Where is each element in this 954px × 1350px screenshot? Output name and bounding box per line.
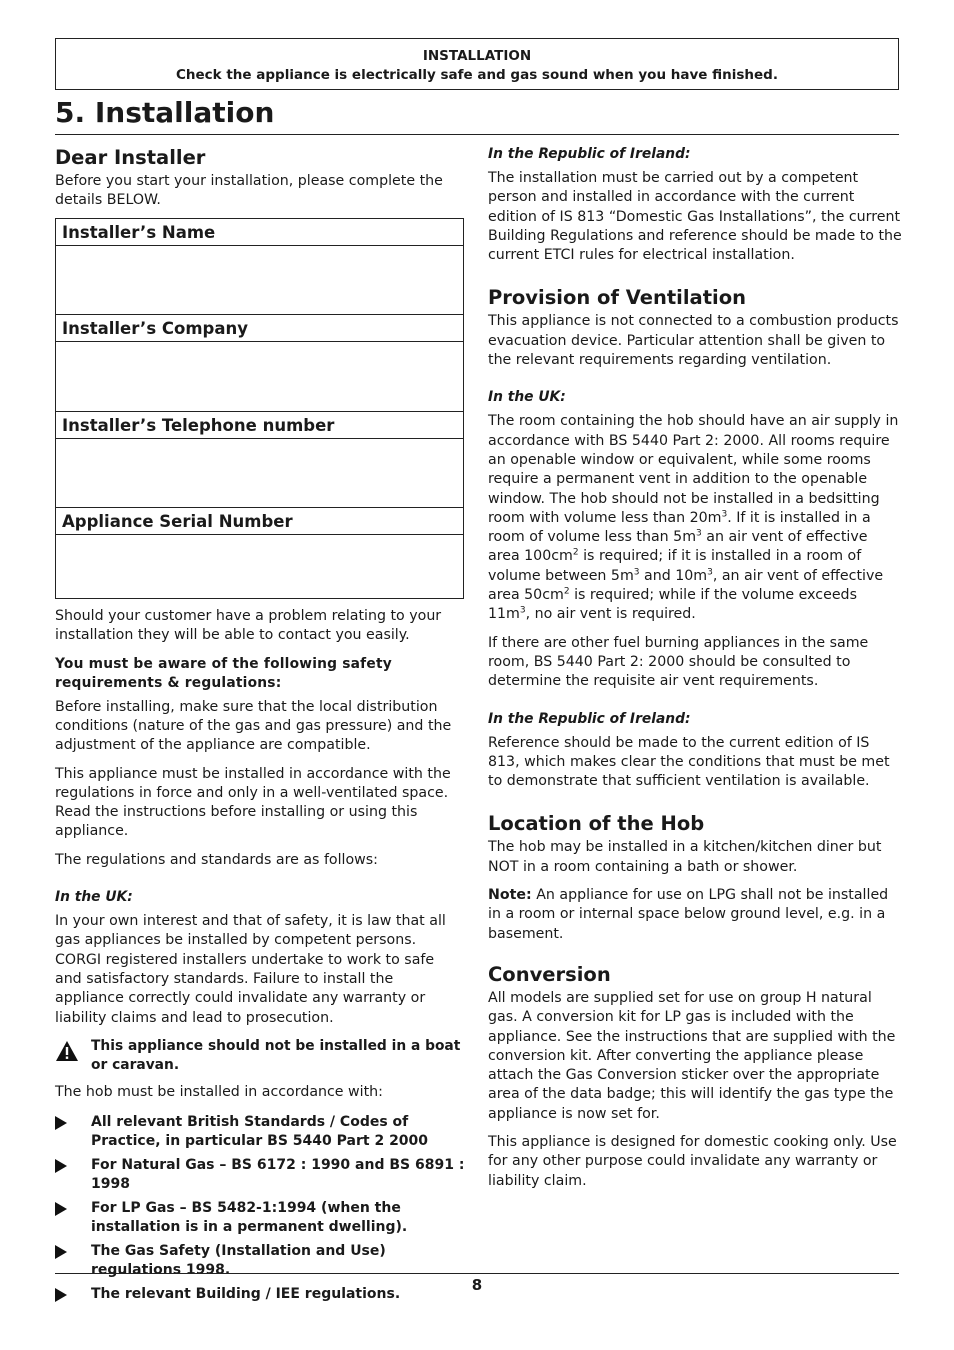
installer-name-label: Installer’s Name bbox=[56, 219, 463, 246]
page-title: 5. Installation bbox=[55, 96, 275, 129]
roi-label-2: In the Republic of Ireland: bbox=[488, 710, 691, 727]
left-column bbox=[55, 135, 465, 1308]
uk-label: In the UK: bbox=[55, 889, 133, 906]
warning-text: This appliance should not be installed in a boat or caravan. bbox=[91, 1037, 461, 1074]
page-number: 8 bbox=[471, 1276, 483, 1294]
list-item: The relevant Building / IEE regulations. bbox=[55, 1285, 465, 1305]
right-column bbox=[488, 135, 902, 1191]
regulations-text: The regulations and standards are as follows: bbox=[55, 851, 378, 868]
aware-text: You must be aware of the following safety requirements & regulations: bbox=[55, 655, 392, 691]
dear-installer-text: Before you start your installation, please complete the details BELOW. bbox=[55, 173, 443, 209]
serial-number-field[interactable] bbox=[56, 535, 463, 598]
before-installing-text: Before installing, make sure that the local distribution conditions (nature of the gas and gas pressure) and the adjustment of the appliance are compatible. bbox=[55, 698, 452, 754]
conversion-text: All models are supplied set for use on group H natural gas. A conversion kit for LP gas is included with the appliance. See the instructions that are supplied with the conversion kit. After converting the appliance please attach the Gas Conversion sticker over the appropriate area of the data badge; this will identify the gas type the appliance is now set for. bbox=[488, 989, 896, 1122]
domestic-use-text: This appliance is designed for domestic cooking only. Use for any other purpose could invalidate any warranty or liability claim. bbox=[488, 1133, 897, 1189]
location-heading: Location of the Hob bbox=[488, 812, 705, 836]
installer-name-field[interactable] bbox=[56, 246, 463, 316]
arrow-bullet-icon bbox=[55, 1159, 67, 1173]
hob-accordance-text: The hob must be installed in accordance with: bbox=[55, 1084, 383, 1101]
installation-banner bbox=[55, 38, 899, 90]
roi-ventilation-text: Reference should be made to the current edition of IS 813, which makes clear the conditions that must be met to demonstrate that sufficient ventilation is available. bbox=[488, 734, 890, 790]
uk-label-right: In the UK: bbox=[488, 389, 566, 406]
fuel-burning-text: If there are other fuel burning appliances in the same room, BS 5440 Part 2: 2000 should be consulted to determine the requisite air vent requirements. bbox=[488, 634, 869, 690]
list-item: All relevant British Standards / Codes of Practice, in particular BS 5440 Part 2 2000 bbox=[55, 1113, 465, 1152]
conversion-heading: Conversion bbox=[488, 962, 611, 986]
must-install-text: This appliance must be installed in accordance with the regulations in force and only in a well-ventilated space. Read the instructions before installing or using this appliance. bbox=[55, 765, 451, 840]
installer-telephone-label: Installer’s Telephone number bbox=[56, 412, 463, 439]
serial-number-label: Appliance Serial Number bbox=[56, 508, 463, 535]
ventilation-text: This appliance is not connected to a combustion products evacuation device. Particular attention shall be given to the relevant requirements regarding ventilation. bbox=[488, 313, 899, 369]
warning-triangle-icon bbox=[55, 1040, 79, 1062]
dear-installer-heading: Dear Installer bbox=[55, 146, 206, 169]
lpg-note: Note: An appliance for use on LPG shall not be installed in a room or internal space below ground level, e.g. in a basement. bbox=[488, 887, 889, 942]
uk-text: In your own interest and that of safety, it is law that all gas appliances be installed by competent persons. CORGI registered installers undertake to work to safe and satisfactory standards. Failure to install the appliance correctly could invalidate any warranty or liability claims and lead to prosecution. bbox=[55, 913, 446, 1026]
list-item: For Natural Gas – BS 6172 : 1990 and BS 6891 : 1998 bbox=[55, 1156, 465, 1195]
installer-details-form bbox=[55, 218, 464, 600]
roi-installation-text: The installation must be carried out by a competent person and installed in accordance with the current edition of IS 813 “Domestic Gas Installations”, the current Building Regulations and reference should be made to the current ETCI rules for electrical installation. bbox=[488, 170, 902, 264]
arrow-bullet-icon bbox=[55, 1116, 67, 1130]
list-item: The Gas Safety (Installation and Use) regulations 1998. bbox=[55, 1242, 465, 1281]
page bbox=[55, 38, 902, 1302]
banner-subtitle: Check the appliance is electrically safe and gas sound when you have finished. bbox=[176, 67, 778, 83]
footer-rule bbox=[55, 1273, 899, 1274]
installer-telephone-field[interactable] bbox=[56, 439, 463, 509]
uk-ventilation-text: The room containing the hob should have an air supply in accordance with BS 5440 Part 2: 2000. All rooms require an openable window or equivalent, while some rooms require a permanent vent in addition to the openable window. The hob should not be installed in a bedsitting room with volume less than $20m^3$. If it is installed in a room of volume less than $5m^3$ an air vent of effective area $100cm^2$ is required; if it is installed in a room of volume between $5m^3$ and $10m^3$, an air vent of effective area $50cm^2$ is required; while if the volume exceeds $11m^3$, no air vent is required. bbox=[488, 413, 899, 623]
installer-company-field[interactable] bbox=[56, 342, 463, 412]
roi-label-1: In the Republic of Ireland: bbox=[488, 146, 691, 162]
boat-warning bbox=[55, 1037, 465, 1076]
customer-text: Should your customer have a problem relating to your installation they will be able to contact you easily. bbox=[55, 608, 442, 644]
installer-company-label: Installer’s Company bbox=[56, 315, 463, 342]
ventilation-heading: Provision of Ventilation bbox=[488, 286, 746, 310]
arrow-bullet-icon bbox=[55, 1245, 67, 1259]
arrow-bullet-icon bbox=[55, 1202, 67, 1216]
banner-title: INSTALLATION bbox=[422, 48, 532, 64]
list-item: For LP Gas – BS 5482-1:1994 (when the installation is in a permanent dwelling). bbox=[55, 1199, 465, 1238]
location-text: The hob may be installed in a kitchen/kitchen diner but NOT in a room containing a bath or shower. bbox=[488, 839, 882, 875]
